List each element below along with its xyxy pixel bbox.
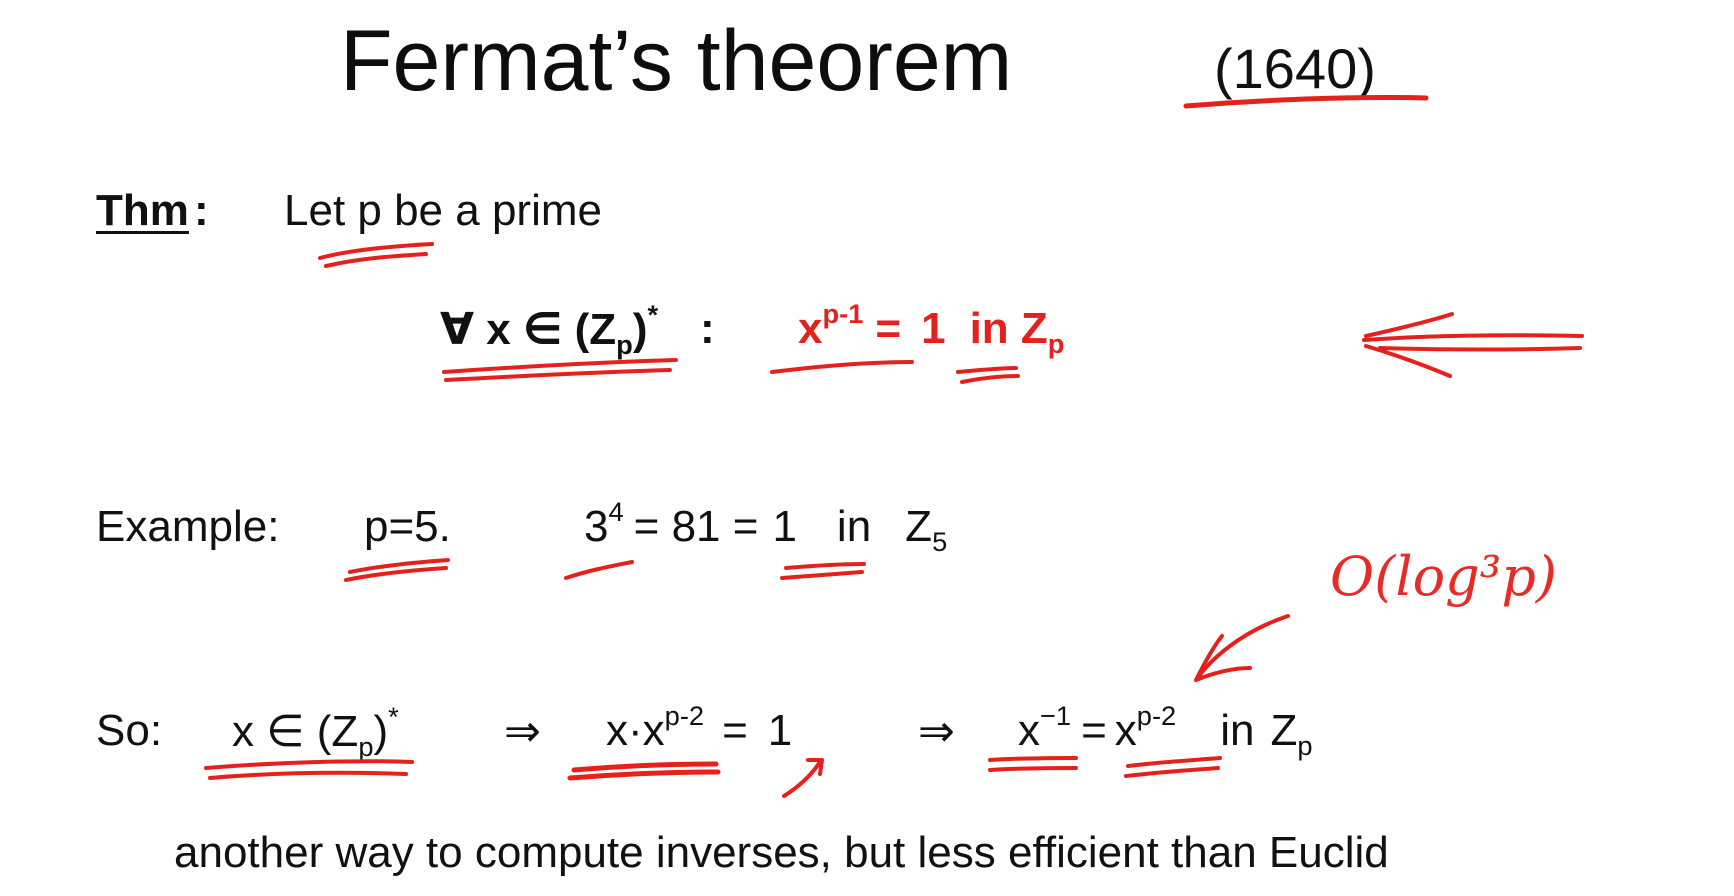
slide-title: Fermat’s theorem [340, 13, 1013, 109]
ink-underline-rhs [1126, 758, 1220, 776]
so-label: So: [96, 706, 163, 755]
so-arrow-1: ⇒ [504, 707, 541, 756]
forall-star: * [647, 298, 659, 330]
so-z: Z [1270, 706, 1298, 755]
forall-expression: ∀ x ∈ (Z [440, 305, 617, 354]
example-in: in [836, 502, 872, 551]
theorem-colon-2: : [700, 304, 715, 353]
theorem-statement-rhs [798, 297, 1065, 359]
theorem-text: Let p be a prime [284, 186, 602, 235]
so-mid-exponent: p-2 [664, 699, 705, 731]
theorem-label-text: Thm [96, 186, 189, 235]
so-arrow-2: ⇒ [918, 707, 955, 756]
example-base: 3 [584, 502, 609, 551]
so-lhs-star: * [388, 700, 399, 732]
theorem-label [96, 186, 189, 236]
theorem-statement-lhs [440, 298, 659, 360]
example-p: p=5. [364, 502, 451, 551]
ink-left-arrow [1364, 314, 1582, 376]
so-inverse: x [1018, 706, 1040, 755]
forall-subscript: p [616, 328, 633, 360]
forall-close: ) [632, 305, 648, 354]
so-lhs-text: x ∈ (Z [232, 707, 359, 756]
ink-underline-so-lhs [206, 761, 412, 778]
statement-x: x [798, 304, 823, 353]
so-in: in [1220, 706, 1255, 755]
so-lhs-close: ) [373, 707, 389, 756]
so-mid-text: x·x [606, 706, 665, 755]
statement-one: 1 [921, 304, 946, 353]
so-rhs-x: x [1114, 706, 1137, 755]
ink-small-arrow [784, 760, 822, 796]
example-one: 1 [772, 502, 797, 551]
so-rhs-equals: = [1081, 706, 1107, 755]
so-rhs [1018, 699, 1313, 761]
so-rhs-exponent: p-2 [1136, 699, 1177, 731]
complexity-note: O(log³p) [1330, 545, 1557, 608]
ink-underline-forall [444, 360, 676, 380]
example-rest: = 81 = [633, 502, 759, 551]
statement-exponent: p-1 [822, 297, 864, 329]
so-inverse-exponent: −1 [1040, 699, 1072, 731]
statement-subscript: p [1047, 327, 1065, 359]
theorem-colon: : [194, 186, 209, 235]
so-lhs [232, 700, 399, 762]
ink-underline-example-one [782, 564, 864, 578]
ink-underline-one [958, 368, 1018, 382]
ink-underline-xp1 [772, 362, 912, 372]
statement-equals: = [875, 304, 902, 353]
so-lhs-subscript: p [358, 730, 374, 762]
ink-underline-p5 [346, 560, 448, 580]
example-label: Example: [96, 502, 280, 551]
example-z-subscript: 5 [932, 525, 948, 557]
ink-underline-p [320, 244, 432, 266]
example-exponent: 4 [608, 495, 624, 527]
example-equation [584, 495, 948, 557]
so-mid-one: 1 [767, 706, 793, 755]
so-z-subscript: p [1297, 729, 1313, 761]
example-z: Z [905, 502, 933, 551]
title-year: (1640) [1214, 37, 1376, 100]
so-mid-equals: = [722, 706, 748, 755]
ink-complexity-arrow [1196, 616, 1288, 680]
ink-underline-so-mid [570, 764, 718, 778]
ink-underline-3 [566, 562, 632, 578]
ink-underline-inverse [990, 758, 1076, 770]
so-mid [606, 699, 793, 756]
footer-note: another way to compute inverses, but less efficient than Euclid [174, 828, 1389, 877]
statement-in: in Z [969, 304, 1048, 353]
